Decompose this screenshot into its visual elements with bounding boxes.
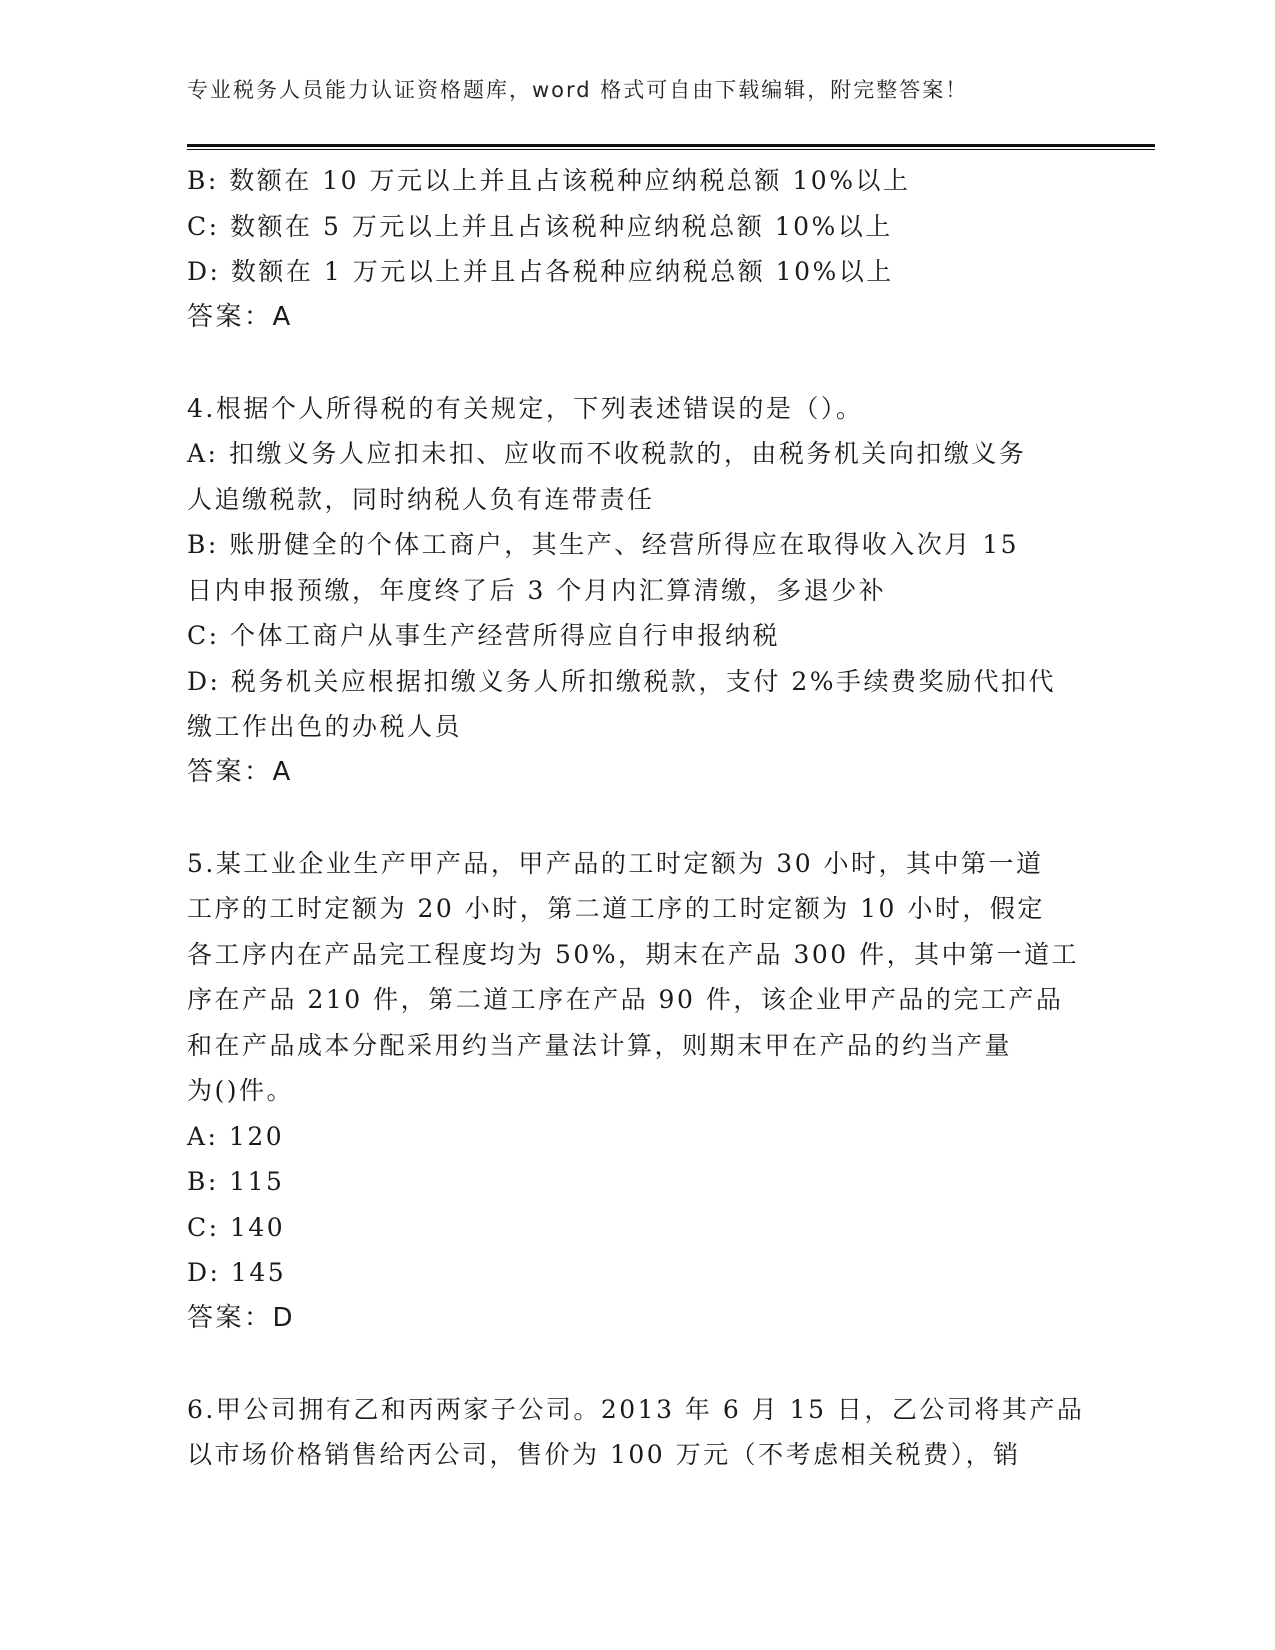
question-stem: 以市场价格销售给丙公司，售价为 100 万元（不考虑相关税费），销 xyxy=(187,1440,1021,1469)
option-d: D: 数额在 1 万元以上并且占各税种应纳税总额 10%以上 xyxy=(187,257,894,286)
header-divider xyxy=(187,144,1155,150)
spacer xyxy=(187,1341,1087,1387)
question-stem: 为()件。 xyxy=(187,1076,295,1105)
option-a: A: 120 xyxy=(187,1121,285,1151)
question-stem: 序在产品 210 件，第二道工序在产品 90 件，该企业甲产品的完工产品 xyxy=(187,985,1064,1014)
option-d-cont: 缴工作出色的办税人员 xyxy=(187,712,463,741)
option-d: D: 145 xyxy=(187,1258,287,1287)
question-stem: 工序的工时定额为 20 小时，第二道工序的工时定额为 10 小时，假定 xyxy=(187,894,1045,923)
question-stem: 4.根据个人所得税的有关规定，下列表述错误的是（）。 xyxy=(187,393,864,423)
option-b: B: 115 xyxy=(187,1167,285,1196)
answer: 答案：A xyxy=(187,756,293,787)
document-body xyxy=(187,158,1087,1478)
option-d: D: 税务机关应根据扣缴义务人所扣缴税款，支付 2%手续费奖励代扣代 xyxy=(187,666,1057,696)
option-a-cont: 人追缴税款，同时纳税人负有连带责任 xyxy=(187,484,655,514)
question-stem: 6.甲公司拥有乙和丙两家子公司。2013 年 6 月 15 日，乙公司将其产品 xyxy=(187,1394,1085,1424)
spacer xyxy=(187,795,1087,841)
answer: 答案：A xyxy=(187,301,293,332)
answer: 答案：D xyxy=(187,1302,296,1333)
question-3-tail xyxy=(187,158,1087,340)
option-a: A: 扣缴义务人应扣未扣、应收而不收税款的，由税务机关向扣缴义务 xyxy=(187,439,1027,468)
question-6 xyxy=(187,1387,1087,1478)
option-c: C: 数额在 5 万元以上并且占该税种应纳税总额 10%以上 xyxy=(187,211,893,241)
spacer xyxy=(187,340,1087,386)
option-b-cont: 日内申报预缴，年度终了后 3 个月内汇算清缴，多退少补 xyxy=(187,575,887,605)
question-stem: 各工序内在产品完工程度均为 50%，期末在产品 300 件，其中第一道工 xyxy=(187,939,1080,969)
page-header: 专业税务人员能力认证资格题库，word 格式可自由下载编辑，附完整答案！ xyxy=(187,78,969,102)
question-4 xyxy=(187,386,1087,796)
question-stem: 5.某工业企业生产甲产品，甲产品的工时定额为 30 小时，其中第一道 xyxy=(187,848,1044,878)
option-c: C: 140 xyxy=(187,1212,286,1242)
option-b: B: 账册健全的个体工商户，其生产、经营所得应在取得收入次月 15 xyxy=(187,530,1020,559)
question-5 xyxy=(187,841,1087,1342)
question-stem: 和在产品成本分配采用约当产量法计算，则期末甲在产品的约当产量 xyxy=(187,1030,1013,1060)
option-b: B: 数额在 10 万元以上并且占该税种应纳税总额 10%以上 xyxy=(187,166,911,195)
option-c: C: 个体工商户从事生产经营所得应自行申报纳税 xyxy=(187,621,780,650)
